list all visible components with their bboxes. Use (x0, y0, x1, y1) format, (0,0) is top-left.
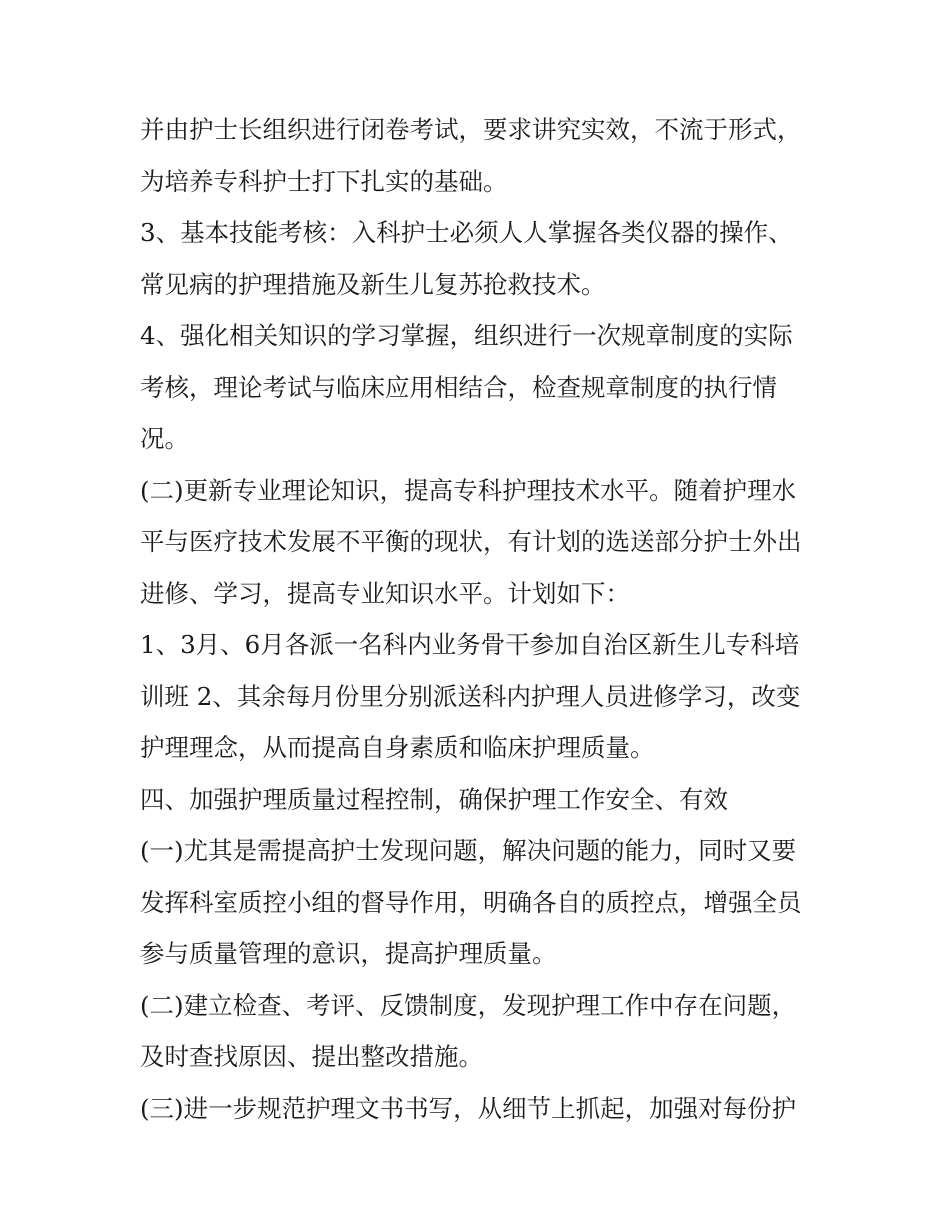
text-line: 并由护士长组织进行闭卷考试，要求讲究实效，不流于形式， (140, 115, 802, 144)
text-line: 及时查找原因、提出整改措施。 (140, 1042, 483, 1071)
text-line: 考核，理论考试与临床应用相结合，检查规章制度的执行情 (140, 372, 777, 402)
text-line: 发挥科室质控小组的督导作用，明确各自的质控点，增强全员 (140, 887, 802, 917)
text-line: 3、基本技能考核：入科护士必须人人掌握各类仪器的操作、 (140, 218, 793, 247)
text-line: 进修、学习，提高专业知识水平。计划如下： (140, 578, 630, 608)
text-line: 参与质量管理的意识，提高护理质量。 (140, 939, 557, 968)
text-line: 为培养专科护士打下扎实的基础。 (140, 166, 508, 196)
document-body (140, 104, 820, 1134)
text-line: 平与医疗技术发展不平衡的现状，有计划的选送部分护士外出 (140, 527, 802, 556)
text-line: (一)尤其是需提高护士发现问题，解决问题的能力，同时又要 (140, 836, 797, 865)
text-line: 况。 (140, 424, 189, 453)
text-line: 训班 2、其余每月份里分别派送科内护理人员进修学习，改变 (140, 681, 801, 711)
text-line: (三)进一步规范护理文书书写，从细节上抓起，加强对每份护 (140, 1093, 797, 1123)
text-line: (二)建立检查、考评、反馈制度，发现护理工作中存在问题， (140, 990, 797, 1020)
section-heading: 四、加强护理质量过程控制，确保护理工作安全、有效 (140, 784, 728, 814)
text-line: (二)更新专业理论知识，提高专科护理技术水平。随着护理水 (140, 475, 797, 505)
text-line: 1、3月、6月各派一名科内业务骨干参加自治区新生儿专科培 (140, 630, 800, 659)
text-line: 4、强化相关知识的学习掌握，组织进行一次规章制度的实际 (140, 321, 793, 350)
text-line: 常见病的护理措施及新生儿复苏抢救技术。 (140, 269, 606, 299)
text-line: 护理理念，从而提高自身素质和临床护理质量。 (140, 733, 655, 762)
